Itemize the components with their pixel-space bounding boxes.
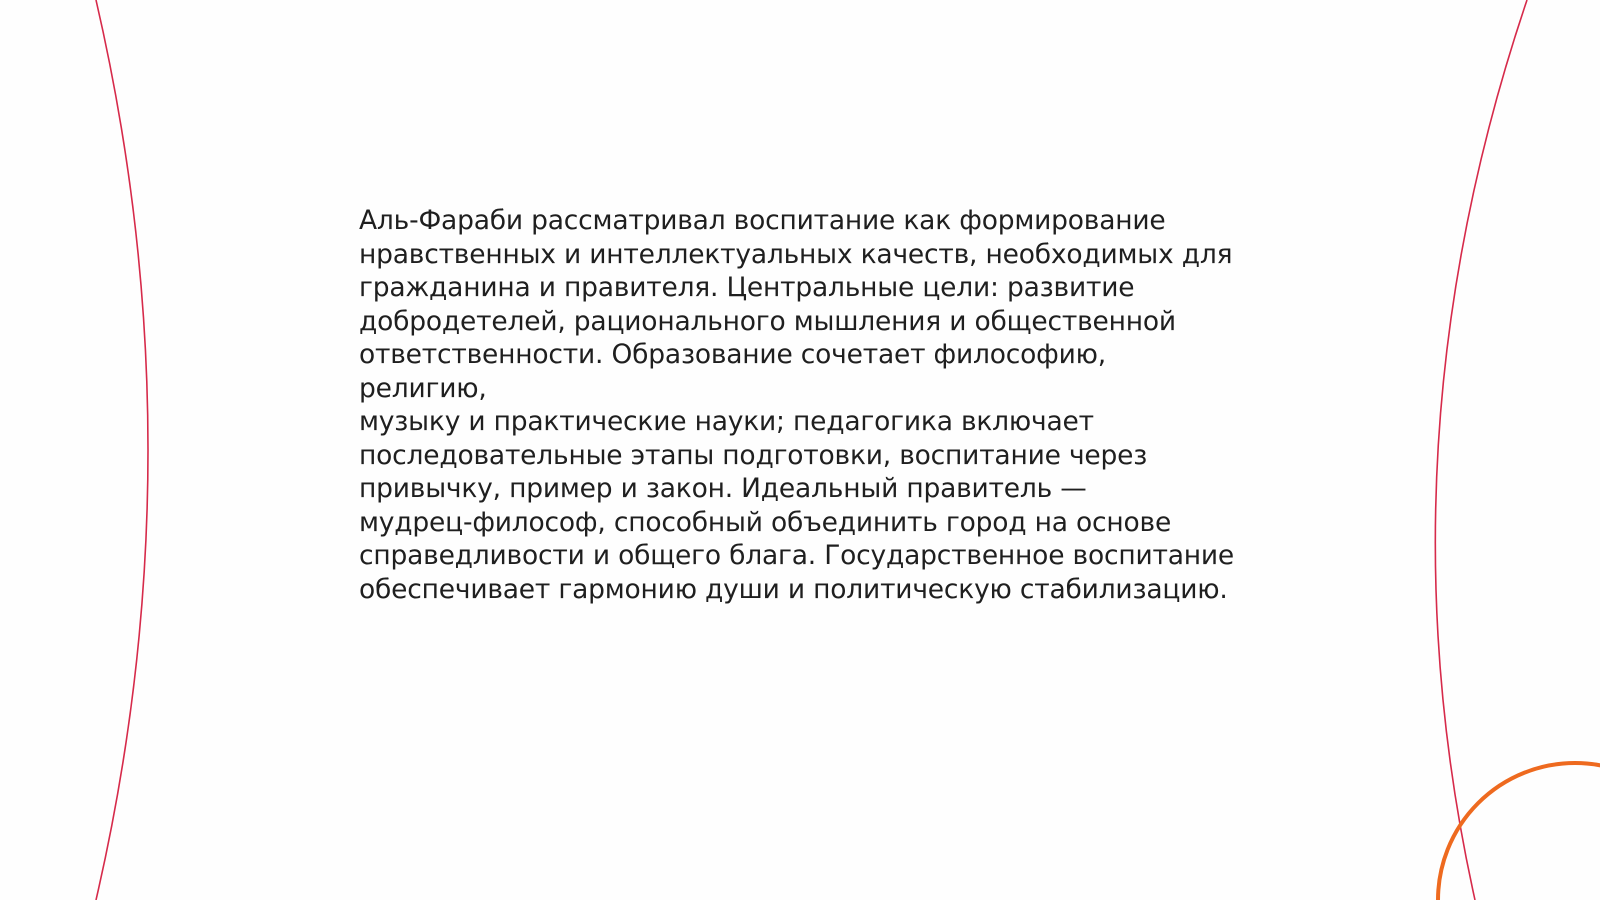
right-arc-line	[1435, 0, 1527, 900]
orange-circle-outline	[1438, 763, 1600, 900]
slide-body-text: Аль-Фараби рассматривал воспитание как формирование нравственных и интеллектуальных качеств, необходимых для гражданина и правителя. Центральные цели: развитие добродетелей, рационального мышления и общественной ответственности. Образование сочетает философию, религию, музыку и практические науки; педагогика включает последовательные этапы подготовки, воспитание через привычку, пример и закон. Идеальный правитель — мудрец-философ, способный объединить город на основе справедливости и общего блага. Государственное воспитание обеспечивает гармонию души и политическую стабилизацию.	[359, 205, 1235, 605]
left-arc-line	[96, 0, 148, 900]
